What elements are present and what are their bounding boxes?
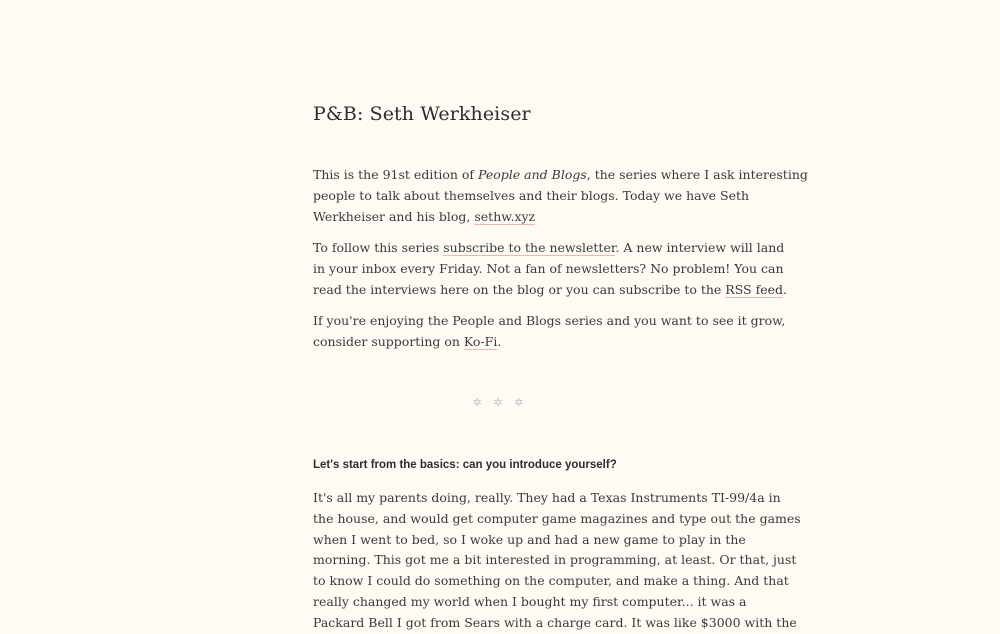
answer-paragraph [313, 488, 801, 634]
intro-text-1a: This is the 91st edition of [313, 167, 479, 182]
support-line-2 [313, 332, 785, 353]
follow-text-1a: To follow this series [313, 240, 444, 255]
kofi-link[interactable]: Ko-Fi [463, 333, 498, 349]
answer-line: when I went to bed, so I woke up and had a new game to play in the [313, 531, 746, 547]
intro-line-2: people to talk about themselves and their blogs. Today we have Seth [313, 187, 750, 203]
newsletter-link[interactable]: subscribe to the newsletter [443, 240, 616, 255]
follow-text-3b: . [783, 281, 787, 297]
question-heading: Let's start from the basics: can you introduce yourself? [313, 459, 617, 471]
intro-line-3 [313, 207, 808, 228]
answer-line: the house, and would get computer game magazines and type out the games [313, 510, 801, 526]
support-text-2a: consider supporting on [313, 333, 464, 349]
series-name: People and Blogs [478, 167, 587, 182]
answer-line: It's all my parents doing, really. They had a Texas Instruments TI-99/4a in [313, 490, 781, 505]
answer-line: Packard Bell I got from Sears with a charge card. It was like $3000 with the [313, 614, 797, 630]
blog-link[interactable]: sethw.xyz [474, 208, 536, 224]
support-line-1: If you're enjoying the People and Blogs series and you want to see it grow, [313, 313, 786, 328]
follow-line-2: in your inbox every Friday. Not a fan of newsletters? No problem! You can [313, 260, 784, 276]
answer-line: to know I could do something on the computer, and make a thing. And that [313, 573, 789, 589]
support-paragraph [313, 311, 785, 353]
intro-text-1b: , the series where I ask interesting [586, 167, 808, 182]
follow-line-1 [313, 238, 787, 259]
intro-text-3: Werkheiser and his blog, [313, 208, 475, 224]
page-title: P&B: Seth Werkheiser [313, 103, 531, 125]
intro-paragraph [313, 165, 808, 227]
follow-paragraph [313, 238, 787, 300]
follow-text-1b: . A new interview will land [615, 240, 785, 255]
follow-line-3 [313, 280, 787, 301]
section-separator: ✲ ✲ ✲ [472, 396, 528, 409]
answer-line: really changed my world when I bought my first computer... it was a [313, 593, 747, 609]
answer-line: morning. This got me a bit interested in programming, at least. Or that, just [313, 552, 797, 568]
rss-feed-link[interactable]: RSS feed [725, 281, 783, 297]
intro-line-1 [313, 165, 808, 186]
support-text-2b: . [497, 333, 502, 349]
follow-text-3a: read the interviews here on the blog or you can subscribe to the [313, 281, 726, 297]
